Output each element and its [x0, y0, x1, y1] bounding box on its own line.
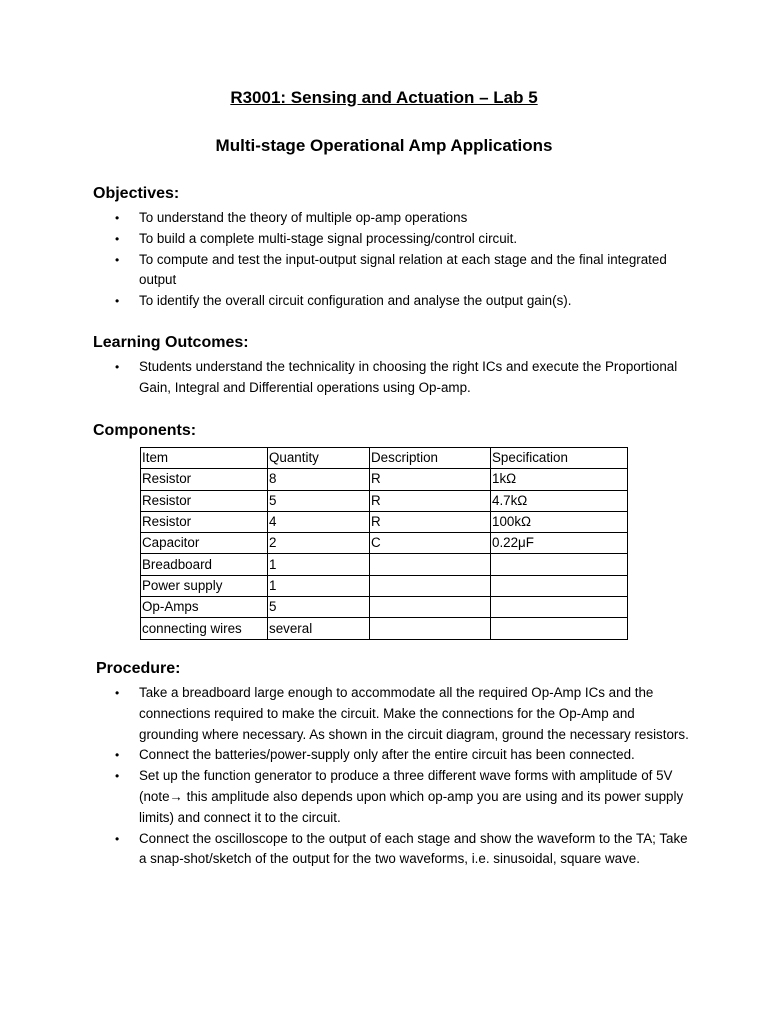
table-cell — [370, 575, 491, 596]
table-cell: Breadboard — [141, 554, 268, 575]
table-cell: R — [370, 469, 491, 490]
learning-outcomes-list — [0, 357, 680, 399]
table-cell: C — [370, 533, 491, 554]
table-cell: Resistor — [141, 490, 268, 511]
objectives-list — [0, 208, 690, 312]
table-cell — [491, 554, 628, 575]
procedure-step-text: this amplitude also depends upon which op-amp you are using and its power supply limits) and connect it to the circuit. — [139, 788, 684, 825]
document-subtitle: Multi-stage Operational Amp Applications — [215, 136, 553, 155]
column-header: Quantity — [268, 448, 370, 469]
table-cell: connecting wires — [141, 618, 268, 639]
table-row — [141, 469, 628, 490]
table-row — [141, 618, 628, 639]
procedure-heading: Procedure: — [96, 660, 181, 677]
table-cell: R — [370, 490, 491, 511]
components-heading: Components: — [93, 422, 197, 439]
objective-item: • To build a complete multi-stage signal processing/control circuit. — [0, 229, 690, 250]
objectives-heading: Objectives: — [93, 185, 180, 202]
objective-item: • To identify the overall circuit configuration and analyse the output gain(s). — [0, 291, 690, 312]
table-cell: 4.7kΩ — [491, 490, 628, 511]
procedure-list — [0, 683, 690, 870]
procedure-step-text: Set up the function generator to produce a three different wave forms with amplitude of 5V (note — [139, 768, 673, 804]
table-row — [141, 554, 628, 575]
table-cell: Resistor — [141, 469, 268, 490]
table-cell — [370, 597, 491, 618]
table-cell: 4 — [268, 511, 370, 532]
right-arrow-icon: → — [169, 788, 183, 804]
column-header: Specification — [491, 448, 628, 469]
table-row — [141, 490, 628, 511]
procedure-step — [0, 766, 690, 828]
table-cell: 1 — [268, 575, 370, 596]
table-cell — [491, 618, 628, 639]
table-cell — [491, 575, 628, 596]
table-row — [141, 511, 628, 532]
table-cell: 0.22μF — [491, 533, 628, 554]
table-cell: Op-Amps — [141, 597, 268, 618]
table-cell — [370, 554, 491, 575]
table-cell: 2 — [268, 533, 370, 554]
table-cell: 1kΩ — [491, 469, 628, 490]
document-title: R3001: Sensing and Actuation – Lab 5 — [230, 88, 538, 107]
column-header: Description — [370, 448, 491, 469]
table-cell: 5 — [268, 597, 370, 618]
objective-item: • To understand the theory of multiple op-amp operations — [0, 208, 690, 229]
procedure-step: • Take a breadboard large enough to accommodate all the required Op-Amp ICs and the connections required to make the circuit. Make the connections for the Op-Amp and grounding where necessary. As shown in the circuit diagram, ground the necessary resistors. — [0, 683, 690, 745]
table-cell: Power supply — [141, 575, 268, 596]
table-cell — [370, 618, 491, 639]
table-row — [141, 597, 628, 618]
table-cell: Resistor — [141, 511, 268, 532]
table-row — [141, 575, 628, 596]
table-cell: 8 — [268, 469, 370, 490]
learning-outcome-item: • Students understand the technicality in choosing the right ICs and execute the Proportional Gain, Integral and Differential operations using Op-amp. — [0, 357, 680, 399]
procedure-step: • Connect the oscilloscope to the output of each stage and show the waveform to the TA; Take a snap-shot/sketch of the output for the two waveforms, i.e. sinusoidal, square wave. — [0, 829, 690, 871]
table-cell: 100kΩ — [491, 511, 628, 532]
table-header-row — [141, 448, 628, 469]
table-cell: 5 — [268, 490, 370, 511]
procedure-step: • Connect the batteries/power-supply only after the entire circuit has been connected. — [0, 745, 690, 766]
table-cell: 1 — [268, 554, 370, 575]
table-cell — [491, 597, 628, 618]
components-table — [140, 447, 628, 640]
table-row — [141, 533, 628, 554]
table-cell: several — [268, 618, 370, 639]
column-header: Item — [141, 448, 268, 469]
table-cell: Capacitor — [141, 533, 268, 554]
learning-outcomes-heading: Learning Outcomes: — [93, 334, 249, 351]
objective-item: • To compute and test the input-output signal relation at each stage and the final integrated output — [0, 250, 690, 292]
table-cell: R — [370, 511, 491, 532]
